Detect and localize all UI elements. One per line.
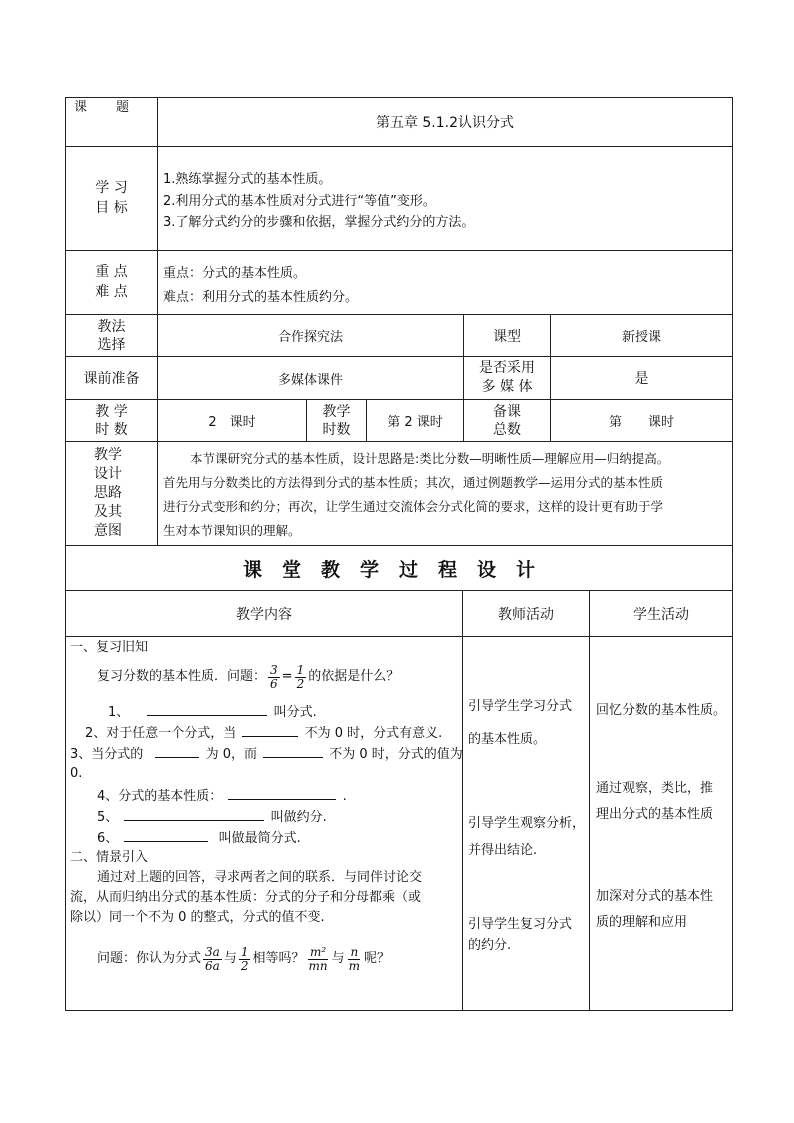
key-label-line1: 重 点 [95,264,128,280]
answer-blank[interactable] [124,808,264,821]
teacher-activity-3-line2: 的约分. [468,938,512,953]
goals-label [66,178,157,218]
key-point: 重点：分式的基本性质。 [163,266,307,281]
intro-line: 除以）同一个不为 0 的整式，分式的值不变. [70,910,325,925]
question-6 [97,829,301,847]
fraction-n-m [347,946,362,973]
prep-value: 多媒体课件 [277,372,343,388]
col-rule [589,590,590,1010]
prep-label: 课前准备 [83,371,140,387]
design-label-line: 设计 [94,466,122,482]
teacher-activity-2-line1: 引导学生观察分析， [468,816,586,831]
review-prefix: 复习分数的基本性质．问题： [97,669,267,684]
teacher-activity-3-line1: 引导学生复习分式 [468,917,573,932]
type-label: 课型 [493,328,521,345]
method-label-line2: 选择 [97,336,126,353]
equal-text: 相等吗？ [252,951,305,966]
design-label-line: 意图 [94,523,122,539]
difficult-point: 难点：利用分式的基本性质约分。 [163,290,359,305]
q5-prefix: 5、 [97,810,119,825]
fraction-1-2 [295,664,307,691]
intro-question [97,939,390,979]
frac-den: 6a [205,958,220,973]
with-text: 与 [331,951,345,966]
design-line: 生对本节课知识的理解。 [163,523,301,538]
fraction-3-6 [268,664,280,691]
q3-prefix: 3、当分式的 [70,747,144,762]
total-label [464,400,550,441]
design-line: 进行分式变形和约分；再次，让学生通过交流体会分式化简的要求，这样的设计更有助于学 [163,499,664,514]
intro-line: 流，从而归纳出分式的基本性质：分式的分子和分母都乘（或 [70,890,422,905]
total-label-line2: 总数 [493,421,521,438]
frac-den: 2 [240,958,249,973]
section-review-title: 一、复习旧知 [70,640,149,655]
table-border-right [732,97,733,1011]
total-label-line1: 备课 [493,403,521,420]
review-suffix: 的依据是什么？ [308,669,400,684]
fraction-1-2 [239,946,251,973]
media-label [464,357,550,399]
student-activity-2-line2: 理出分式的基本性质 [596,807,714,822]
method-label-line1: 教法 [97,318,126,335]
course-label: 课 题 [74,100,131,115]
q1-suffix: 叫分式. [273,705,317,720]
question-prefix: 问题：你认为分式 [97,951,202,966]
method-label [66,315,157,356]
frac-num: 3 [270,662,278,677]
fraction-m2-mn [306,946,329,973]
design-label-line: 教学 [94,447,122,463]
end-text: 呢？ [364,951,391,966]
student-activity-1: 回忆分数的基本性质。 [596,703,727,718]
row-rule [65,636,733,637]
design-label-line: 思路 [94,485,122,501]
lesson-label-line2: 时数 [322,421,351,438]
section-intro-title: 二、情景引入 [70,850,149,865]
key-label-line2: 难 点 [95,284,128,300]
answer-blank[interactable] [228,787,336,800]
goal-item: 3.了解分式约分的步骤和依据，掌握分式约分的方法。 [163,215,475,230]
col-header-student: 学生活动 [633,606,689,623]
frac-num: n [350,944,359,959]
teacher-activity-1-line2: 的基本性质。 [468,732,547,747]
answer-blank[interactable] [263,745,323,758]
question-3 [70,745,463,763]
col-header-content: 教学内容 [236,606,292,623]
goal-item: 2.利用分式的基本性质对分式进行“等值”变形。 [163,194,436,209]
question-1 [108,703,317,721]
key-points-label [66,262,157,302]
lesson-value: 第 2 课时 [387,415,443,430]
frac-den: mn [308,958,328,973]
frac-den: m [348,958,360,973]
table-border-bottom [65,1010,733,1011]
row-rule [65,441,733,442]
hours-label-line2: 时 数 [95,421,128,438]
hours-label [66,400,157,441]
q3-mid: 为 0，而 [205,747,257,762]
student-activity-3-line2: 质的理解和应用 [596,915,688,930]
q2-suffix: 不为 0 时，分式有意义. [304,726,443,741]
design-label-line: 及其 [94,504,122,520]
student-activity-3-line1: 加深对分式的基本性 [596,889,714,904]
question-2 [85,724,442,742]
frac-num: 1 [240,944,249,959]
teacher-activity-2-line2: 并得出结论. [468,843,538,858]
lesson-label [307,400,366,441]
type-value: 新授课 [621,330,661,345]
answer-blank[interactable] [124,829,208,842]
col-rule [462,590,463,1010]
equals-sign: = [281,669,293,684]
design-label [66,442,157,545]
q2-prefix: 2、对于任意一个分式，当 [85,726,237,741]
review-question [97,662,399,692]
q4-prefix: 4、分式的基本性质： [97,789,223,804]
lesson-label-line1: 教学 [322,403,351,420]
course-title [158,110,732,134]
teacher-activity-1-line1: 引导学生学习分式 [468,699,573,714]
design-line: 首先用与分数类比的方法得到分式的基本性质；其次，通过例题教学—运用分式的基本性质 [163,475,664,490]
q6-prefix: 6、 [97,831,119,846]
q6-suffix: 叫做最简分式. [218,831,301,846]
media-value: 是 [634,371,649,387]
row-rule [65,146,733,147]
hours-value: 2 课时 [208,415,256,430]
q4-suffix: . [342,789,347,804]
frac-num: 1 [296,662,305,677]
question-5 [97,808,327,826]
q5-suffix: 叫做约分. [270,810,327,825]
course-title-text: 第五章 5.1.2认识分式 [375,115,515,131]
method-value: 合作探究法 [277,330,343,345]
total-value: 第 课时 [608,415,674,430]
process-title [66,546,732,590]
goals-label-line2: 目 标 [95,200,128,216]
answer-blank[interactable] [155,745,199,758]
hours-label-line1: 教 学 [95,403,128,420]
media-label-line1: 是否采用 [479,360,535,376]
frac-den: 2 [296,676,305,691]
with-text: 与 [223,951,237,966]
q1-prefix: 1、 [108,705,130,720]
process-title-text: 课堂教学过程设计 [242,558,555,581]
answer-blank[interactable] [242,724,298,737]
answer-blank[interactable] [147,703,267,716]
frac-num: m² [309,944,327,959]
q3-suffix: 不为 0 时，分式的值为 [329,747,463,762]
design-line: 本节课研究分式的基本性质，设计思路是:类比分数—明晰性质—理解应用—归纳提高。 [190,451,670,466]
row-rule [65,250,733,251]
frac-den: 6 [270,676,278,691]
question-4 [97,787,347,805]
frac-num: 3a [205,944,220,959]
col-header-teacher: 教师活动 [498,606,554,623]
table-border-top [65,97,733,98]
goal-item: 1.熟练掌握分式的基本性质。 [163,172,332,187]
goals-label-line1: 学 习 [95,180,128,196]
student-activity-2-line1: 通过观察，类比，推 [596,781,714,796]
fraction-3a-6a [203,946,222,973]
intro-line: 通过对上题的回答，寻求两者之间的联系．与同伴讨论交 [97,870,423,885]
media-label-line2: 多 媒 体 [481,379,533,395]
question-3-cont: 0. [70,766,83,781]
